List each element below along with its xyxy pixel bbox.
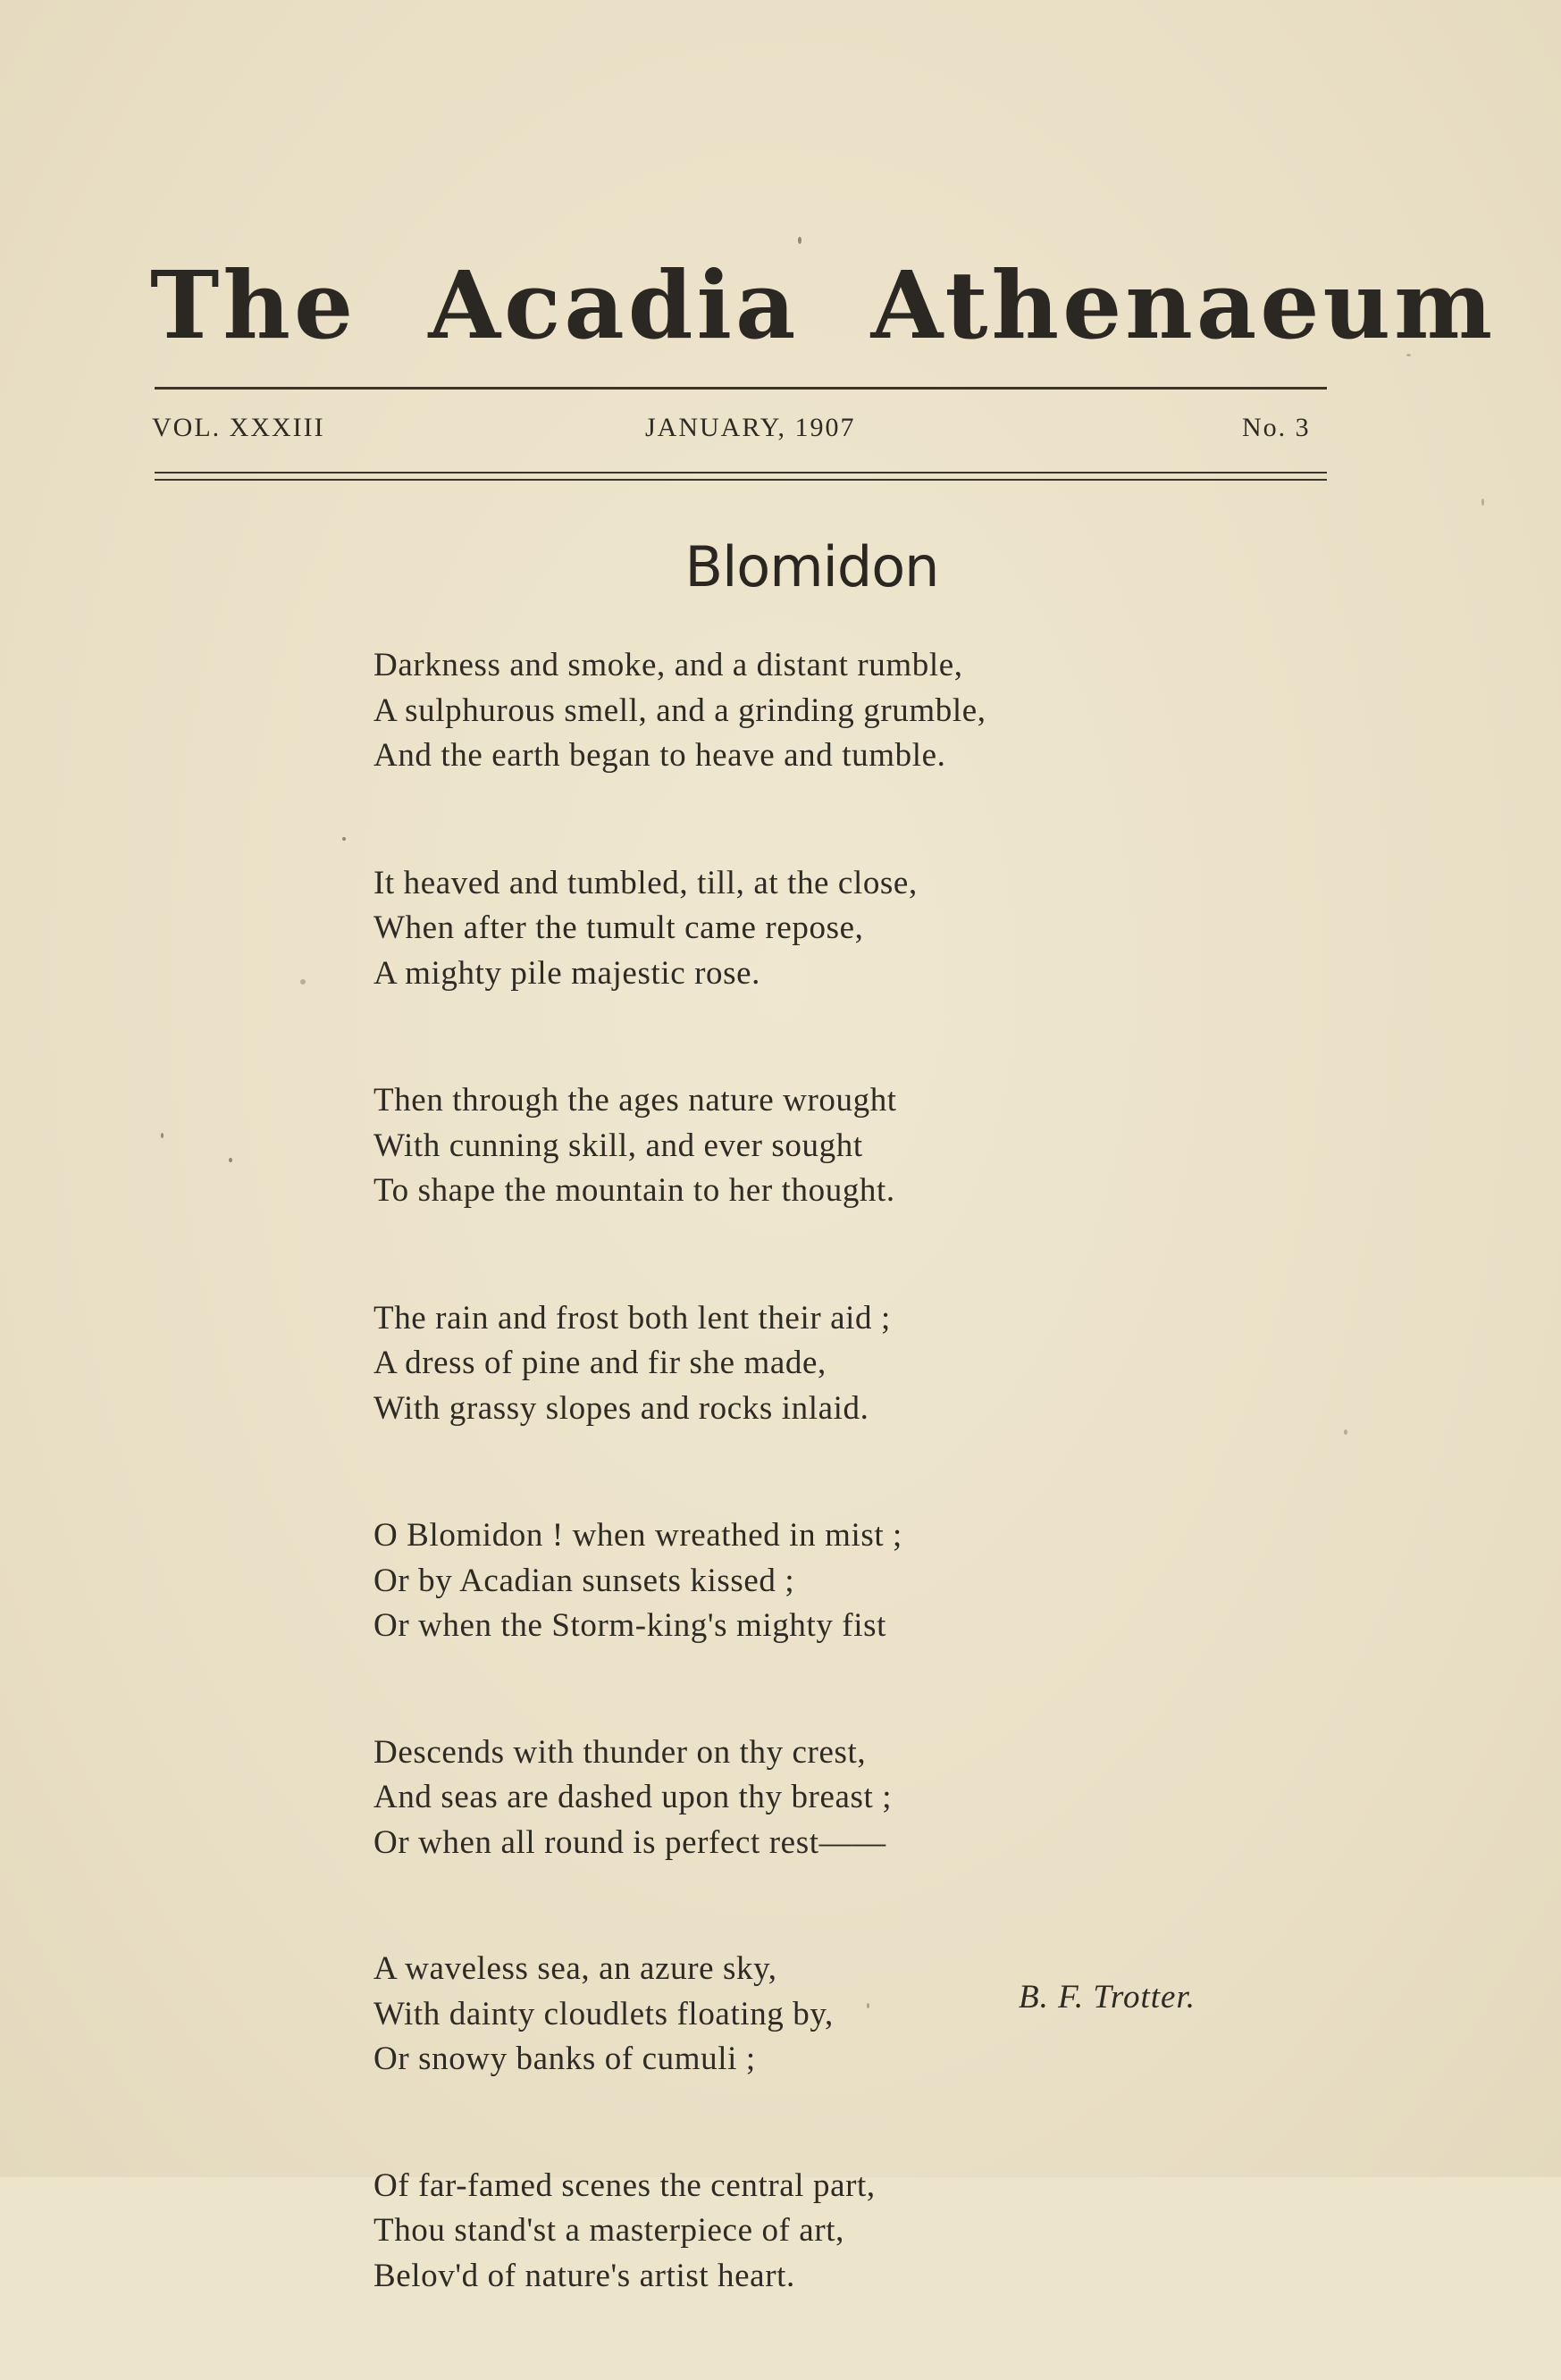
poem-line: A waveless sea, an azure sky, [373,1950,777,1987]
issue-number: No. 3 [1242,413,1311,442]
poem-line: Darkness and smoke, and a distant rumble, [373,647,963,683]
poem-line: With dainty cloudlets floating by, [373,1995,834,2032]
stanza [373,2164,1356,2300]
paper-speck [300,979,306,985]
stanza [373,1078,1356,1214]
poem-line: It heaved and tumbled, till, at the close, [373,864,918,901]
stanza [373,1947,1356,2082]
stanza [373,1296,1356,1432]
poem-body [373,643,1356,2380]
poem-line: Or when the Storm-king's mighty fist [373,1607,886,1644]
poem-title [0,534,1561,599]
masthead-rule-bottom [155,472,1327,473]
paper-speck [798,237,801,244]
poem-title-text: Blomidon [684,534,939,599]
poem-line: And seas are dashed upon thy breast ; [373,1779,893,1815]
poem-line: Of far-famed scenes the central part, [373,2166,876,2204]
poem-line: Or snowy banks of cumuli ; [373,2041,756,2077]
paper-speck [161,1133,164,1138]
masthead-rule-top [155,387,1327,390]
poem-line: Or when all round is perfect rest—— [373,1823,886,1861]
poem-line: The rain and frost both lent their aid ; [373,1299,891,1337]
poem-line: O Blomidon ! when wreathed in mist ; [373,1517,902,1554]
poem-line: Thou stand'st a masterpiece of art, [373,2212,844,2249]
stanza [373,643,1356,779]
paper-speck [342,837,346,841]
poem-line: Then through the ages nature wrought [373,1082,897,1119]
paper-speck [229,1158,232,1162]
paper-speck [867,2003,869,2008]
paper-speck [1344,1429,1347,1435]
masthead-rule-bottom-double [155,479,1327,481]
stanza [373,1513,1356,1649]
poem-line: A mighty pile majestic rose. [373,954,760,992]
poem-line: A sulphurous smell, and a grinding grumble, [373,691,986,729]
poem-line: A dress of pine and fir she made, [373,1345,827,1381]
poem-line: Or by Acadian sunsets kissed ; [373,1562,795,1599]
poem-line: To shape the mountain to her thought. [373,1172,895,1209]
poem-line: Descends with thunder on thy crest, [373,1733,867,1771]
stanza [373,861,1356,997]
poem-line: When after the tumult came repose, [373,909,864,946]
issue-date: JANUARY, 1907 [645,413,856,442]
paper-speck [1406,354,1411,356]
masthead-title: The Acadia Athenaeum [150,250,1497,360]
stanza [373,1731,1356,1866]
poem-line: And the earth began to heave and tumble. [373,737,946,774]
paper-speck [1481,499,1484,506]
poem-line: Belov'd of nature's artist heart. [373,2257,795,2294]
poem-line: With cunning skill, and ever sought [373,1127,863,1164]
poem-line: With grassy slopes and rocks inlaid. [373,1389,869,1427]
issue-volume: VOL. XXXIII [152,413,325,442]
poem-author: B. F. Trotter. [1019,1979,1196,2015]
